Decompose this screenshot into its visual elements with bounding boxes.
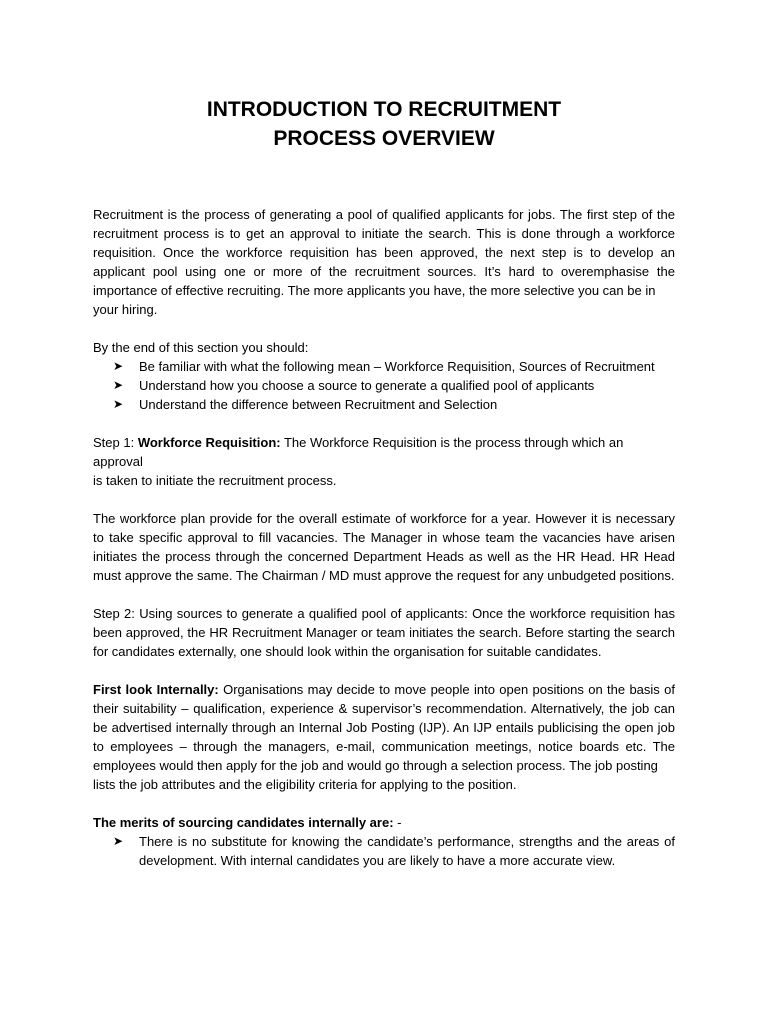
- objectives-list: [93, 357, 675, 414]
- objectives-lead: By the end of this section you should:: [93, 340, 309, 355]
- internal-paragraph: [93, 680, 675, 794]
- arrow-bullet-icon: ➤: [113, 359, 124, 373]
- merits-list: [93, 832, 675, 870]
- objective-item: [93, 395, 675, 414]
- document-body: [93, 205, 675, 889]
- objective-text: Understand the difference between Recruitment and Selection: [139, 397, 498, 412]
- title-line-2: PROCESS OVERVIEW: [273, 127, 495, 150]
- step1-tail: is taken to initiate the recruitment process.: [93, 473, 337, 488]
- title-line-1: INTRODUCTION TO RECRUITMENT: [206, 98, 562, 121]
- objective-item: [93, 357, 675, 376]
- step1-paragraph: [93, 433, 675, 490]
- step1-text: The Workforce Requisition is the process through which an approval: [93, 435, 624, 469]
- step1-prefix: Step 1:: [93, 435, 138, 450]
- internal-text: Organisations may decide to move people into open positions on the basis of their suitability – qualification, experience & supervisor’s recommendation. Alternatively, the job can be advertised internally through an Internal Job Posting (IJP). An IJP entails publicising the open job to employees – through the managers, e-mail, communication meetings, notice boards etc. The employees would then apply for the job and would go through a selection process. The job posting: [93, 682, 675, 773]
- merit-text: There is no substitute for knowing the candidate’s performance, strengths and the areas of development. With internal candidates you are likely to have a more accurate view.: [139, 834, 675, 868]
- workforce-plan-paragraph: The workforce plan provide for the overall estimate of workforce for a year. However it is necessary to take specific approval to fill vacancies. The Manager in whose team the vacancies have arisen initiates the process through the concerned Department Heads as well as the HR Head. HR Head must approve the same. The Chairman / MD must approve the request for any unbudgeted positions.: [93, 511, 675, 583]
- merit-item: [93, 832, 675, 870]
- arrow-bullet-icon: ➤: [113, 834, 124, 848]
- merits-suffix: -: [393, 815, 402, 830]
- objective-text: Understand how you choose a source to generate a qualified pool of applicants: [139, 378, 595, 393]
- document-title: [0, 95, 768, 153]
- objective-item: [93, 376, 675, 395]
- arrow-bullet-icon: ➤: [113, 378, 124, 392]
- step1-heading: Workforce Requisition:: [137, 435, 281, 450]
- intro-tail: your hiring.: [93, 302, 158, 317]
- merits-heading-paragraph: [93, 813, 675, 832]
- objective-text: Be familiar with what the following mean – Workforce Requisition, Sources of Recruitment: [139, 359, 655, 374]
- internal-heading: First look Internally:: [93, 682, 219, 697]
- internal-tail: lists the job attributes and the eligibility criteria for applying to the position.: [93, 777, 517, 792]
- merits-heading: The merits of sourcing candidates internally are:: [93, 815, 394, 830]
- intro-paragraph: [93, 205, 675, 319]
- step2-paragraph: Step 2: Using sources to generate a qualified pool of applicants: Once the workforce requisition has been approved, the HR Recruitment Manager or team initiates the search. Before starting the search for candidates externally, one should look within the organisation for suitable candidates.: [93, 606, 675, 659]
- intro-text: Recruitment is the process of generating a pool of qualified applicants for jobs. The first step of the recruitment process is to get an approval to initiate the search. This is done through a workforce requisition. Once the workforce requisition has been approved, the next step is to develop an applicant pool using one or more of the recruitment sources. It’s hard to overemphasise the importance of effective recruiting. The more applicants you have, the more selective you can be in: [93, 207, 675, 298]
- arrow-bullet-icon: ➤: [113, 397, 124, 411]
